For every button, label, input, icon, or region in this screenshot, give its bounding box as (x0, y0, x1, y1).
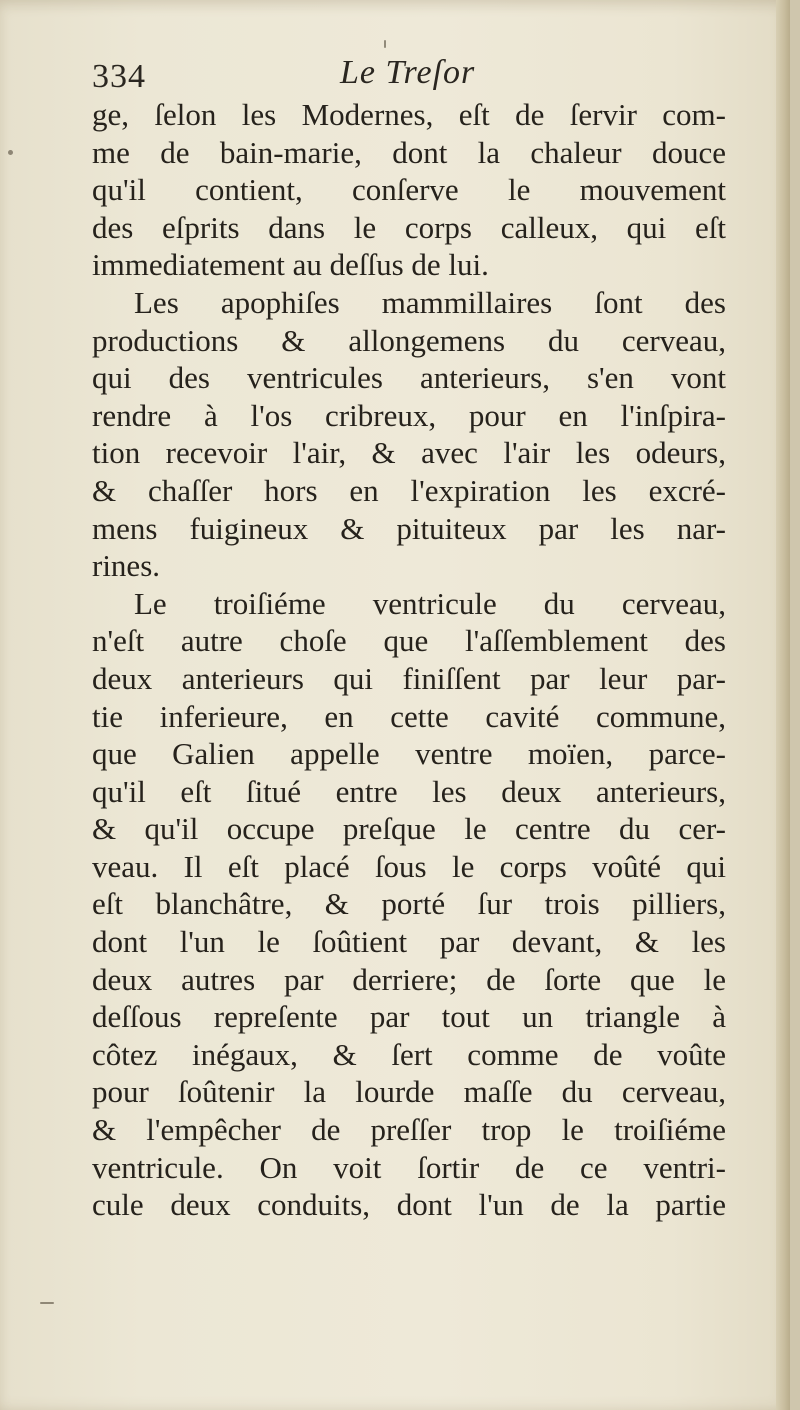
text-line: deux anterieurs qui finiſſent par leur par- (92, 660, 726, 696)
text-line: ge, ſelon les Modernes, eſt de ſervir com- (92, 97, 726, 132)
text-line: qu'il contient, conſerve le mouvement (92, 172, 726, 208)
text-line: dont l'un le ſoûtient par devant, & les (92, 924, 726, 960)
text-line: veau. Il eſt placé ſous le corps voûté qui (92, 848, 726, 884)
text-line: & qu'il occupe preſque le centre du cer- (92, 811, 726, 847)
ink-speck (8, 150, 13, 155)
running-title: Le Treſor (340, 54, 476, 91)
body-text (92, 96, 726, 1224)
text-line: eſt blanchâtre, & porté ſur trois pilliers, (92, 886, 726, 922)
text-line: deſſous repreſente par tout un triangle à (92, 999, 726, 1035)
text-line: qui des ventricules anterieurs, s'en vont (92, 360, 726, 396)
text-line: immediatement au deſſus de lui. (92, 247, 489, 283)
text-line: tion recevoir l'air, & avec l'air les odeurs, (92, 435, 726, 471)
text-line: côtez inégaux, & ſert comme de voûte (92, 1036, 726, 1072)
text-line: mens fuigineux & pituiteux par les nar- (92, 510, 726, 546)
page-edge (776, 0, 790, 1410)
ink-speck (40, 1302, 54, 1304)
text-line: & l'empêcher de preſſer trop le troiſiéme (92, 1112, 726, 1148)
text-line: tie inferieure, en cette cavité commune, (92, 698, 726, 734)
text-line: pour ſoûtenir la lourde maſſe du cerveau, (92, 1074, 726, 1110)
text-line: productions & allongemens du cerveau, (92, 322, 726, 358)
text-line: me de bain-marie, dont la chaleur douce (92, 134, 726, 170)
text-line: Les apophiſes mammillaires ſont des (134, 284, 726, 320)
text-line: & chaſſer hors en l'expiration les excré- (92, 472, 726, 508)
page-number: 334 (92, 58, 146, 95)
text-line: deux autres par derriere; de ſorte que le (92, 961, 726, 997)
text-line: rines. (92, 548, 161, 584)
text-line: que Galien appelle ventre moïen, parce- (92, 736, 726, 772)
text-line: Le troiſiéme ventricule du cerveau, (134, 585, 726, 621)
text-line: rendre à l'os cribreux, pour en l'inſpira- (92, 397, 726, 433)
text-line: n'eſt autre choſe que l'aſſemblement des (92, 623, 726, 659)
text-line: cule deux conduits, dont l'un de la partie (92, 1187, 726, 1223)
text-line: qu'il eſt ſitué entre les deux anterieurs, (92, 773, 726, 809)
text-line: des eſprits dans le corps calleux, qui eſt (92, 209, 726, 245)
text-line: ventricule. On voit ſortir de ce ventri- (92, 1149, 726, 1185)
ink-speck (384, 40, 386, 48)
